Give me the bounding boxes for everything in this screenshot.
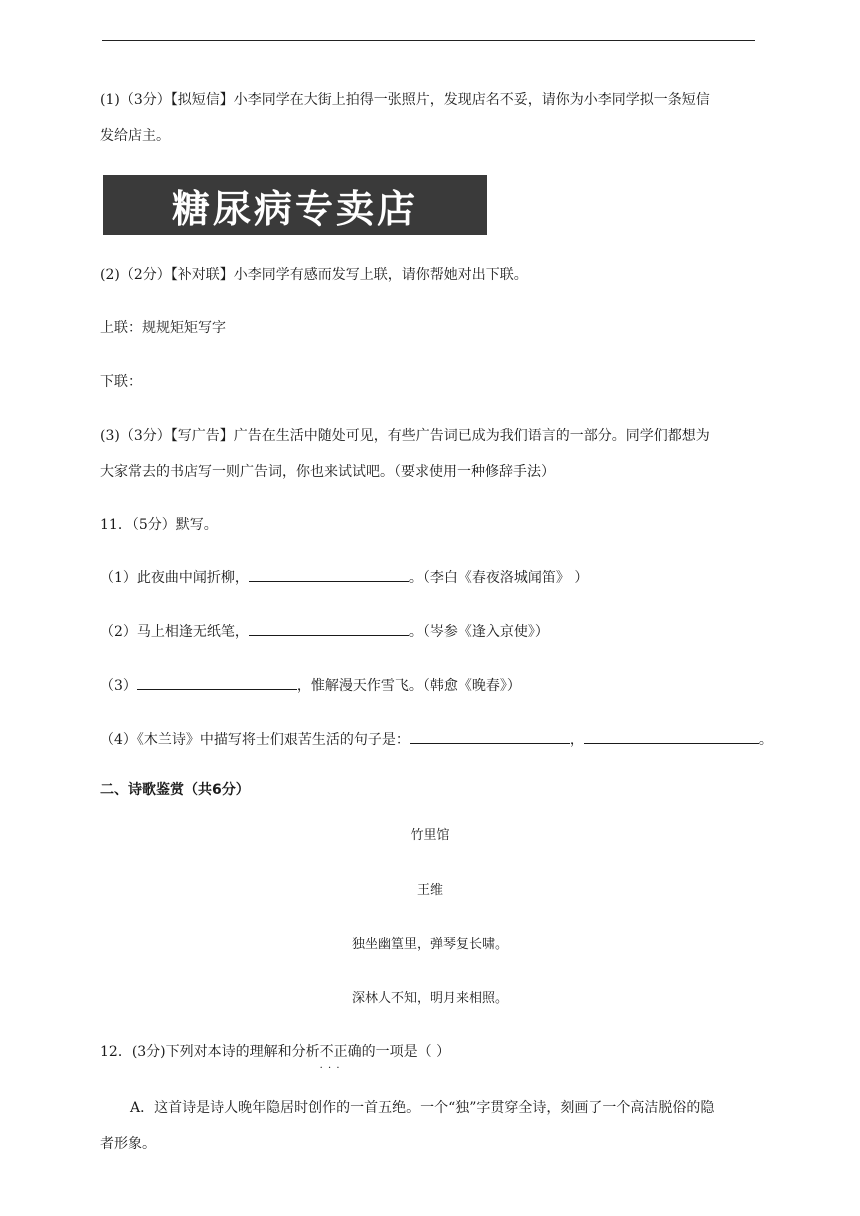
q11-item3-suffix: ，惟解漫天作雪飞。（韩愈《晚春》） bbox=[296, 678, 521, 694]
q12-stem bbox=[100, 1041, 780, 1063]
header-rule bbox=[102, 40, 755, 41]
q11-item4-separator: ， bbox=[569, 732, 584, 748]
q11-item4 bbox=[100, 729, 780, 751]
q10-part2: (2)（2分）【补对联】小李同学有感而发写上联，请你帮她对出下联。 bbox=[100, 267, 528, 283]
answer-blank[interactable] bbox=[249, 621, 409, 636]
couplet-upper: 上联：规规矩矩写字 bbox=[100, 320, 226, 336]
q12-stem-emphasis: 不正确 · · · bbox=[320, 1044, 362, 1060]
answer-blank[interactable] bbox=[137, 675, 297, 690]
q11-item3 bbox=[100, 675, 780, 697]
q12-stem-prefix: 12．(3分)下列对本诗的理解和分析 bbox=[100, 1044, 320, 1060]
section2-title: 二、诗歌鉴赏（共6分） bbox=[100, 782, 250, 798]
q10-part1-line2: 发给店主。 bbox=[100, 128, 170, 144]
couplet-lower: 下联： bbox=[100, 374, 142, 390]
answer-blank[interactable] bbox=[410, 729, 570, 744]
poem-line2: 深林人不知，明月来相照。 bbox=[351, 991, 508, 1006]
answer-blank[interactable] bbox=[249, 567, 409, 582]
q10-part3-line2: 大家常去的书店写一则广告词，你也来试试吧。（要求使用一种修辞手法） bbox=[100, 464, 555, 480]
q11-item4-suffix: 。 bbox=[758, 732, 773, 748]
q12-option-a-line2: 者形象。 bbox=[100, 1136, 156, 1152]
q10-part3-line1: (3)（3分）【写广告】广告在生活中随处可见，有些广告词已成为我们语言的一部分。同学们都想为 bbox=[100, 428, 710, 444]
shop-sign-photo bbox=[103, 175, 487, 235]
q10-part1-line1: (1)（3分）【拟短信】小李同学在大街上拍得一张照片，发现店名不妥，请你为小李同学拟一条短信 bbox=[100, 92, 710, 108]
answer-blank[interactable] bbox=[584, 729, 759, 744]
poem-title: 竹里馆 bbox=[410, 828, 450, 843]
q11-item2 bbox=[100, 621, 780, 643]
poem-author: 王维 bbox=[416, 883, 443, 898]
q12-option-a-line1: A．这首诗是诗人晚年隐居时创作的一首五绝。一个“独”字贯穿全诗，刻画了一个高洁脱俗的隐 bbox=[130, 1100, 715, 1116]
q11-item1-suffix: 。（李白《春夜洛城闻笛》 ） bbox=[408, 570, 589, 586]
q11-item2-prefix: （2）马上相逢无纸笔， bbox=[100, 624, 249, 640]
q11-item1 bbox=[100, 567, 780, 589]
q12-stem-suffix: 的一项是（ ） bbox=[361, 1044, 451, 1060]
q11-item1-prefix: （1）此夜曲中闻折柳， bbox=[100, 570, 249, 586]
q11-item2-suffix: 。（岑参《逢入京使》） bbox=[408, 624, 549, 640]
poem-line1: 独坐幽篁里，弹琴复长啸。 bbox=[351, 937, 508, 952]
q11-title: 11．（5分）默写。 bbox=[100, 517, 218, 533]
shop-sign-text: 糖尿病专卖店 bbox=[171, 186, 418, 231]
q11-item3-prefix: （3） bbox=[100, 678, 137, 694]
q11-item4-prefix: （4）《木兰诗》中描写将士们艰苦生活的句子是： bbox=[100, 732, 410, 748]
